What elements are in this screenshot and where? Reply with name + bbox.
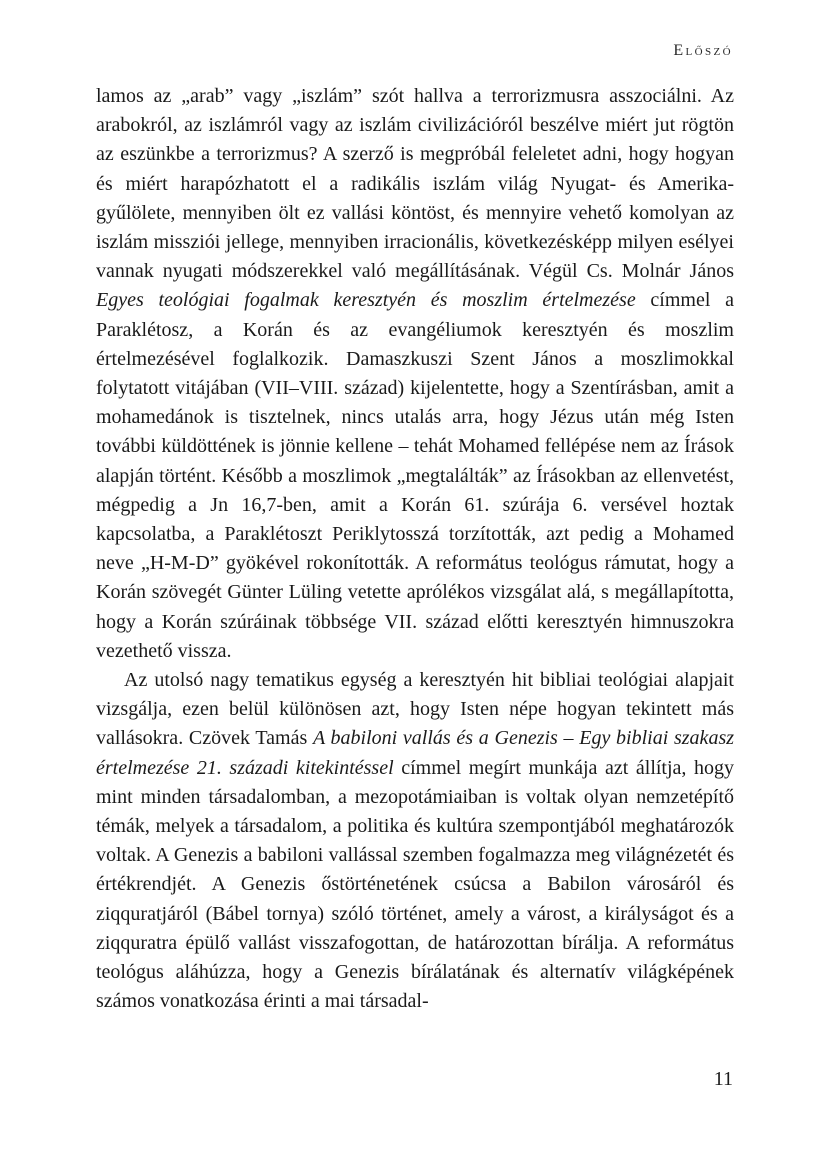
paragraph-2 [96, 666, 734, 1016]
page-number: 11 [713, 1068, 733, 1090]
paragraph-1-text-cont: címmel a Paraklétosz, a Korán és az evangéliumok keresztyén és moszlim értelmezésével foglalkozik. Damaszkuszi Szent János a moszlimokkal folytatott vitájában (VII–VIII. század) kijelentette, hogy a Szentírásban, amit a mohamedánok is tisztelnek, nincs utalás arra, hogy Jézus után még Isten további küldöttének is jönnie kellene – tehát Mohamed fellépése nem az Írások alapján történt. Később a moszlimok „megtalálták” az Írásokban az ellenvetést, mégpedig a Jn 16,7-ben, amit a Korán 61. szúrája 6. versével hoztak kapcsolatba, a Paraklétoszt Periklytosszá torzították, azt pedig a Mohamed neve „H-M-D” gyökével rokonították. A református teológus rámutat, hogy a Korán szövegét Günter Lüling vetette aprólékos vizsgálat alá, s megállapította, hogy a Korán szúráinak többsége VII. század előtti keresztyén himnuszokra vezethető vissza. [96, 289, 735, 662]
book-title-italic: A babiloni vallás és a Genezis – Egy bibliai szakasz értelmezése 21. századi kitekintéssel [96, 727, 735, 779]
paragraph-2-text: Az utolsó nagy tematikus egység a keresztyén hit bibliai teológiai alapjait vizsgálja, ezen belül különösen azt, hogy Isten népe hogyan tekintett más vallásokra. Czövek Tamás [96, 669, 734, 750]
body-text [96, 82, 734, 1017]
paragraph-1 [96, 82, 734, 666]
book-title-italic: Egyes teológiai fogalmak keresztyén és moszlim értelmezése [96, 289, 636, 312]
paragraph-1-text: lamos az „arab” vagy „iszlám” szót hallva a terrorizmusra asszociálni. Az arabokról, az iszlámról vagy az iszlám civilizációról beszélve miért jut rögtön az eszünkbe a terrorizmus? A szerző is megpróbál feleletet adni, hogy hogyan és miért harapózhatott el a radikális iszlám világ Nyugat- és Amerika-gyűlölete, mennyiben ölt ez vallási köntöst, és mennyire vehető komolyan az iszlám missziói jellege, mennyiben irracionális, következésképp milyen esélyei vannak nyugati módszerekkel való megállításának. Végül Cs. Molnár János [96, 85, 734, 283]
running-head: Előszó [673, 42, 733, 59]
paragraph-2-text-cont: címmel megírt munkája azt állítja, hogy mint minden társadalomban, a mezopotámiaiban is voltak olyan nemzetépítő témák, melyek a társadalom, a politika és kultúra szempontjából meghatározók voltak. A Genezis a babiloni vallással szemben fogalmazza meg világnézetét és értékrendjét. A Genezis őstörténetének csúcsa a Babilon városáról és ziqquratjáról (Bábel tornya) szóló történet, amely a várost, a királyságot és a ziqquratra épülő vallást visszafogottan, de határozottan bírálja. A református teológus aláhúzza, hogy a Genezis bírálatának és alternatív világképének számos vonatkozása érinti a mai társadal- [96, 756, 734, 1013]
